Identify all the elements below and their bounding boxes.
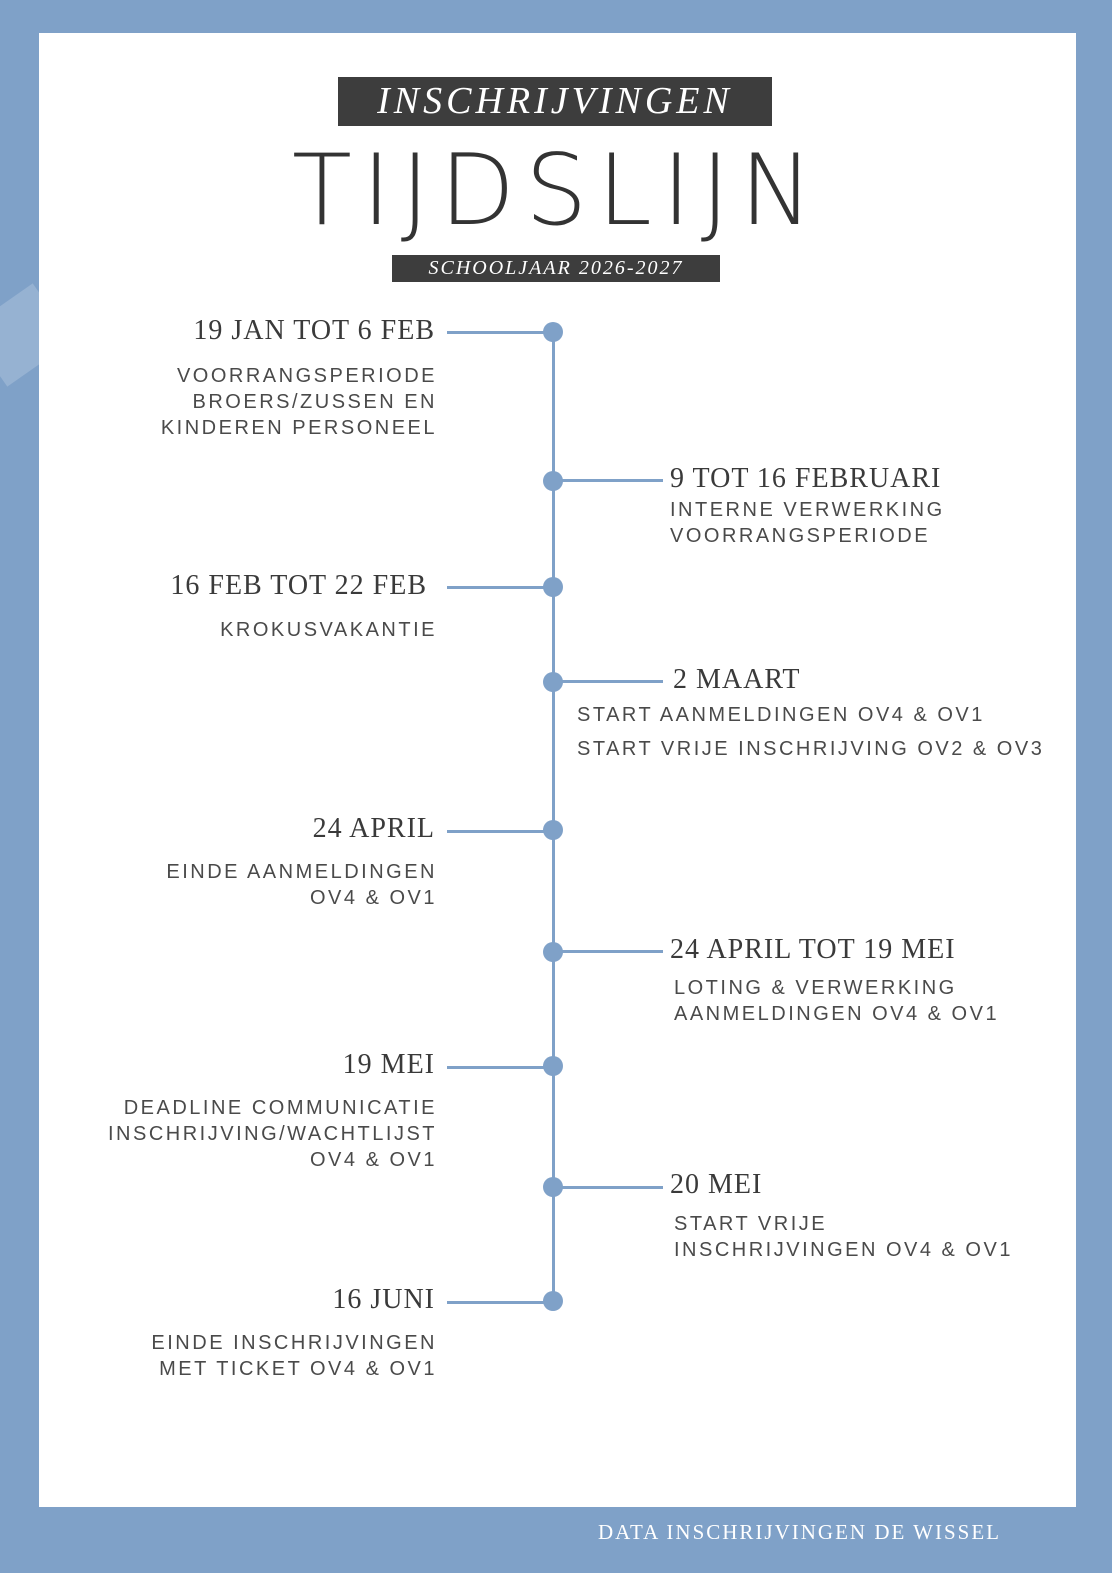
timeline-dot	[543, 1291, 563, 1311]
event-date: 20 MEI	[670, 1169, 763, 1200]
event-date: 9 TOT 16 FEBRUARI	[670, 463, 942, 494]
event-date: 16 FEB TOT 22 FEB	[170, 570, 427, 601]
event-description: START VRIJE INSCHRIJVINGEN OV4 & OV1	[674, 1213, 1013, 1261]
timeline-connector	[447, 586, 553, 589]
timeline-dot	[543, 471, 563, 491]
timeline-connector	[553, 479, 663, 482]
event-description: DEADLINE COMMUNICATIE INSCHRIJVING/WACHTLIJST OV4 & OV1	[108, 1097, 437, 1171]
event-description: EINDE AANMELDINGEN OV4 & OV1	[166, 861, 437, 909]
timeline-dot	[543, 942, 563, 962]
timeline-connector	[447, 1301, 553, 1304]
timeline-dot	[543, 322, 563, 342]
event-description: EINDE INSCHRIJVINGEN MET TICKET OV4 & OV1	[151, 1332, 437, 1380]
event-description: KROKUSVAKANTIE	[220, 619, 437, 641]
footer-credit: DATA INSCHRIJVINGEN DE WISSEL	[598, 1520, 1002, 1544]
timeline-connector	[553, 1186, 663, 1189]
timeline-connector	[447, 1066, 553, 1069]
schoolyear-badge: SCHOOLJAAR 2026-2027	[392, 255, 720, 282]
timeline-dot	[543, 577, 563, 597]
timeline-dot	[543, 1056, 563, 1076]
timeline-connector	[553, 950, 663, 953]
page-title: TIJDSLIJN	[291, 134, 824, 248]
event-date: 24 APRIL	[312, 813, 435, 844]
event-description: VOORRANGSPERIODE BROERS/ZUSSEN EN KINDEREN PERSONEEL	[160, 365, 437, 439]
timeline-dot	[543, 820, 563, 840]
poster-page	[39, 33, 1076, 1507]
timeline-dot	[543, 1177, 563, 1197]
timeline-connector	[553, 680, 663, 683]
event-date: 19 JAN TOT 6 FEB	[193, 315, 435, 346]
timeline-connector	[447, 331, 553, 334]
event-description: LOTING & VERWERKING AANMELDINGEN OV4 & OV1	[674, 977, 1000, 1025]
event-date: 24 APRIL TOT 19 MEI	[670, 934, 956, 965]
event-date: 19 MEI	[342, 1049, 435, 1080]
event-description: INTERNE VERWERKING VOORRANGSPERIODE	[670, 499, 945, 547]
header-badge: INSCHRIJVINGEN	[338, 77, 772, 126]
timeline-connector	[447, 830, 553, 833]
event-description: START AANMELDINGEN OV4 & OV1 START VRIJE INSCHRIJVING OV2 & OV3	[577, 704, 1045, 760]
event-date: 2 MAART	[673, 664, 801, 695]
timeline-dot	[543, 672, 563, 692]
event-date: 16 JUNI	[332, 1284, 435, 1315]
